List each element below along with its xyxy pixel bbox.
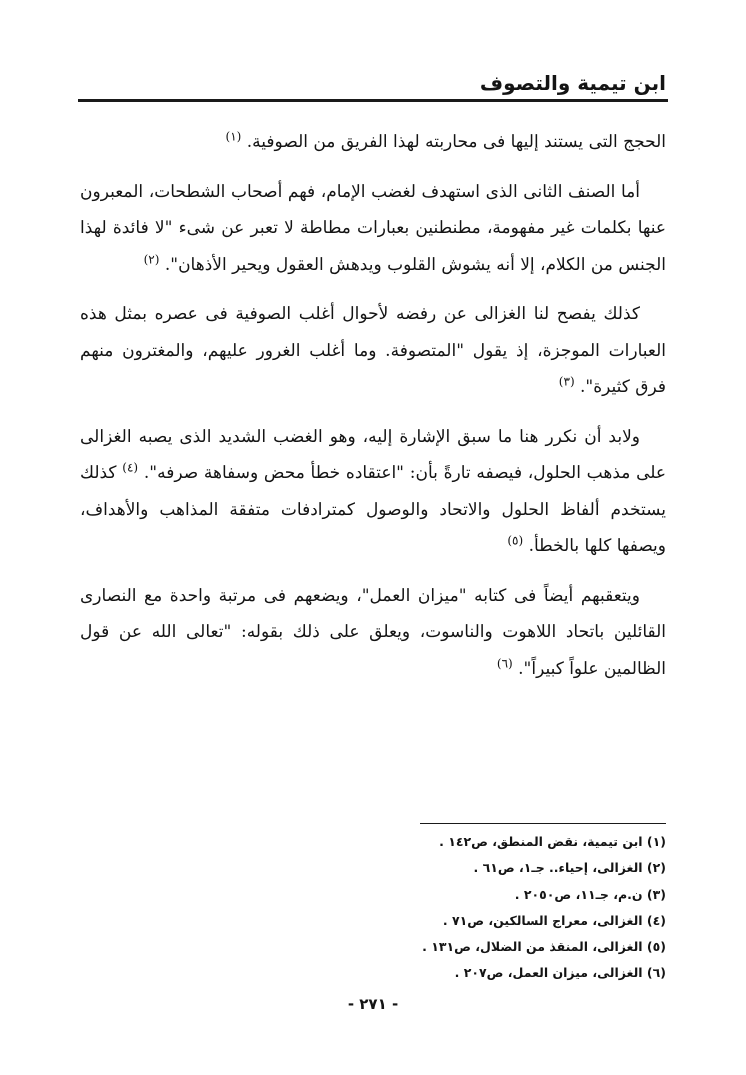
paragraph bbox=[80, 296, 666, 406]
footnote-reference[interactable]: (٥) bbox=[507, 533, 524, 548]
footnote-reference[interactable]: (٣) bbox=[558, 374, 575, 389]
paragraph-text: أما الصنف الثانى الذى استهدف لغضب الإمام، فهم أصحاب الشطحات، المعبرون عنها بكلمات غير مفهومة، مطنطنين بعبارات مطاطة لا تعبر عن شىء "لا فائدة لهذا الجنس من الكلام، إلا أنه يشوش القلوب ويدهش العقول ويحير الأذهان". bbox=[80, 181, 666, 275]
footnote-reference[interactable]: (٦) bbox=[496, 655, 513, 670]
footnote-reference[interactable]: (٢) bbox=[143, 251, 160, 266]
footnote-item: (٥) الغزالى، المنقذ من الضلال، ص١٣١ . bbox=[422, 939, 666, 955]
paragraph bbox=[80, 419, 666, 565]
body-text bbox=[80, 124, 666, 700]
page-number: - ٢٧١ - bbox=[347, 995, 399, 1013]
paragraph-text: ولابد أن نكرر هنا ما سبق الإشارة إليه، وهو الغضب الشديد الذى يصبه الغزالى على مذهب الحلول، فيصفه تارةً بأن: "اعتقاده خطأ محض وسفاهة صرفه". bbox=[80, 426, 667, 483]
header-rule bbox=[78, 99, 668, 102]
paragraph-text: ويتعقبهم أيضاً فى كتابه "ميزان العمل"، ويضعهم فى مرتبة واحدة مع النصارى القائلين باتحاد اللاهوت والناسوت، ويعلق على ذلك بقوله: "تعالى الله عن قول الظالمين علواً كبيراً". bbox=[80, 585, 666, 679]
footnote-item: (٦) الغزالى، ميزان العمل، ص٢٠٧ . bbox=[454, 965, 666, 981]
footnote-item: (٣) ن.م، جـ١١، ص٢٠٥٠ . bbox=[514, 886, 666, 902]
footnote-reference[interactable]: (٤) bbox=[122, 460, 139, 475]
footnote-item: (١) ابن تيمية، نقض المنطق، ص١٤٢ . bbox=[439, 834, 666, 849]
footnote-rule bbox=[420, 823, 666, 824]
paragraph bbox=[80, 174, 666, 284]
paragraph-text: كذلك يفصح لنا الغزالى عن رفضه لأحوال أغلب الصوفية فى عصره بمثل هذه العبارات الموجزة، إذ يقول "المتصوفة. وما أغلب الغرور عليهم، والمغترون منهم فرق كثيرة". bbox=[80, 304, 666, 397]
footnotes-list bbox=[286, 829, 666, 987]
paragraph-text: الحجج التى يستند إليها فى محاربته لهذا الفريق من الصوفية. bbox=[246, 132, 666, 152]
paragraph bbox=[80, 124, 666, 161]
running-head: ابن تيمية والتصوف bbox=[479, 71, 666, 95]
footnote-item: (٤) الغزالى، معراج السالكين، ص٧١ . bbox=[442, 912, 666, 928]
footnote-item: (٢) الغزالى، إحياء.. جـ١، ص٦١ . bbox=[473, 860, 666, 876]
paragraph-text: كذلك يستخدم ألفاظ الحلول والاتحاد والوصول كمترادفات متفقة المذاهب والأهداف، ويصفها كلها بالخطأ. bbox=[80, 463, 666, 556]
footnote-reference[interactable]: (١) bbox=[225, 129, 242, 144]
paragraph bbox=[80, 578, 666, 688]
